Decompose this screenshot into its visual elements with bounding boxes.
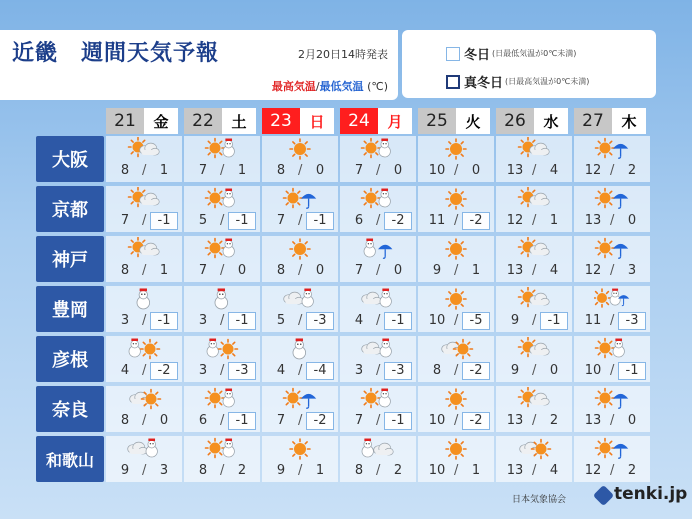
- temp-separator: /: [298, 263, 303, 278]
- credit-tenki: tenki.jp: [614, 484, 688, 504]
- sun-cloud-icon: [516, 187, 552, 212]
- city-label: 和歌山: [36, 436, 104, 482]
- legend-unit: (℃): [367, 80, 388, 93]
- day-of-week: 土: [222, 108, 256, 134]
- sun-cloud-icon: [126, 237, 162, 262]
- forecast-cell: [106, 436, 182, 482]
- forecast-cell: [340, 186, 416, 232]
- forecast-cell: [262, 136, 338, 182]
- sun-snow-icon: [360, 387, 396, 412]
- low-temp: -5: [462, 312, 490, 330]
- day-date: 24: [340, 108, 378, 134]
- temp-separator: /: [220, 313, 225, 328]
- temp-separator: /: [220, 263, 225, 278]
- snow-sun-icon: [204, 337, 240, 362]
- low-temp: -1: [384, 412, 412, 430]
- low-temp: 0: [315, 163, 325, 178]
- cloud-snow-icon: [360, 287, 396, 312]
- low-temp: 0: [237, 263, 247, 278]
- temp-separator: /: [298, 313, 303, 328]
- high-temp: 11: [428, 213, 446, 228]
- high-temp: 10: [428, 413, 446, 428]
- day-header-25: [418, 108, 490, 134]
- low-temp: -3: [618, 312, 646, 330]
- sun-snow-icon: [204, 387, 240, 412]
- sun-umbrella-icon: [594, 137, 630, 162]
- sun-cloud-icon: [126, 187, 162, 212]
- high-temp: 3: [198, 313, 208, 328]
- snow-sun-icon: [126, 337, 162, 362]
- forecast-cell: [106, 186, 182, 232]
- high-temp: 9: [510, 363, 520, 378]
- high-temp: 8: [198, 463, 208, 478]
- high-temp: 12: [584, 263, 602, 278]
- sun-snow-icon: [204, 137, 240, 162]
- snowman-icon: [282, 337, 318, 362]
- temp-separator: /: [298, 463, 303, 478]
- forecast-cell: [496, 136, 572, 182]
- forecast-cell: [574, 236, 650, 282]
- sun-icon: [282, 137, 318, 162]
- sun-cloud-icon: [516, 387, 552, 412]
- temp-separator: /: [376, 413, 381, 428]
- low-temp: 2: [237, 463, 247, 478]
- forecast-cell: [262, 186, 338, 232]
- forecast-cell: [184, 236, 260, 282]
- high-temp: 7: [198, 163, 208, 178]
- temp-separator: /: [142, 463, 147, 478]
- day-of-week: 水: [534, 108, 568, 134]
- issued-time: 2月20日14時発表: [298, 48, 388, 61]
- high-temp: 9: [276, 463, 286, 478]
- sun-icon: [438, 137, 474, 162]
- day-header-27: [574, 108, 646, 134]
- high-temp: 9: [432, 263, 442, 278]
- forecast-cell: [574, 336, 650, 382]
- temp-separator: /: [610, 213, 615, 228]
- low-temp: -2: [462, 362, 490, 380]
- tenki-logo-icon: [593, 485, 614, 506]
- page-title: [12, 36, 219, 67]
- temp-separator: /: [298, 363, 303, 378]
- city-label: 京都: [36, 186, 104, 232]
- day-of-week: 火: [456, 108, 490, 134]
- low-temp: 0: [549, 363, 559, 378]
- low-temp: -1: [540, 312, 568, 330]
- low-temp: 1: [471, 463, 481, 478]
- sun-icon: [438, 287, 474, 312]
- low-temp: 0: [627, 413, 637, 428]
- city-label: 神戸: [36, 236, 104, 282]
- low-temp: 4: [549, 263, 559, 278]
- low-temp: -3: [384, 362, 412, 380]
- sun-icon: [438, 387, 474, 412]
- temp-separator: /: [610, 413, 615, 428]
- high-temp: 4: [120, 363, 130, 378]
- temp-separator: /: [532, 413, 537, 428]
- low-temp: -2: [462, 412, 490, 430]
- low-temp: 1: [471, 263, 481, 278]
- temp-separator: /: [220, 463, 225, 478]
- forecast-cell: [574, 186, 650, 232]
- temp-separator: /: [376, 363, 381, 378]
- temp-separator: /: [454, 363, 459, 378]
- sun-umbrella-icon: [594, 237, 630, 262]
- temp-separator: /: [454, 463, 459, 478]
- cloud-sun-icon: [438, 337, 474, 362]
- city-label: 大阪: [36, 136, 104, 182]
- forecast-cell: [106, 336, 182, 382]
- high-temp: 7: [354, 163, 364, 178]
- low-temp: -1: [384, 312, 412, 330]
- day-date: 25: [418, 108, 456, 134]
- snow-cloud-icon: [360, 437, 396, 462]
- high-temp: 11: [584, 313, 602, 328]
- low-temp: 4: [549, 463, 559, 478]
- temp-separator: /: [376, 163, 381, 178]
- region-name: 近畿: [12, 41, 59, 66]
- sun-snow-icon: [360, 187, 396, 212]
- day-of-week: 日: [300, 108, 334, 134]
- forecast-cell: [340, 436, 416, 482]
- temp-separator: /: [610, 263, 615, 278]
- snowman-icon: [126, 287, 162, 312]
- high-temp: 7: [354, 413, 364, 428]
- temp-separator: /: [220, 213, 225, 228]
- low-temp: -3: [306, 312, 334, 330]
- forecast-cell: [418, 436, 494, 482]
- fuyubi-box-icon: [446, 47, 460, 61]
- temp-separator: /: [376, 463, 381, 478]
- low-temp: 0: [471, 163, 481, 178]
- high-temp: 12: [584, 463, 602, 478]
- cloud-sun-icon: [516, 437, 552, 462]
- low-temp: -1: [618, 362, 646, 380]
- forecast-cell: [262, 436, 338, 482]
- low-temp: 2: [549, 413, 559, 428]
- forecast-cell: [262, 236, 338, 282]
- low-temp: 1: [159, 163, 169, 178]
- low-temp: -1: [228, 212, 256, 230]
- sun-umbrella-icon: [594, 387, 630, 412]
- day-of-week: 月: [378, 108, 412, 134]
- forecast-cell: [418, 386, 494, 432]
- high-temp: 7: [120, 213, 130, 228]
- temp-separator: /: [454, 263, 459, 278]
- mafuyubi-note: (日最高気温が0℃未満): [505, 77, 590, 86]
- temp-separator: /: [610, 313, 615, 328]
- temp-separator: /: [532, 263, 537, 278]
- high-temp: 7: [276, 413, 286, 428]
- sun-icon: [438, 237, 474, 262]
- low-temp: 0: [315, 263, 325, 278]
- high-temp: 8: [432, 363, 442, 378]
- legend-low-label: 最低気温: [319, 80, 364, 93]
- sun-cloud-icon: [126, 137, 162, 162]
- day-date: 27: [574, 108, 612, 134]
- low-temp: 2: [393, 463, 403, 478]
- snow-umbrella-icon: [360, 237, 396, 262]
- sun-cloud-icon: [516, 237, 552, 262]
- sun-umbrella-icon: [282, 387, 318, 412]
- temp-separator: /: [532, 313, 537, 328]
- forecast-cell: [418, 286, 494, 332]
- low-temp: 3: [159, 463, 169, 478]
- forecast-cell: [496, 286, 572, 332]
- forecast-cell: [184, 436, 260, 482]
- day-header-26: [496, 108, 568, 134]
- forecast-cell: [574, 136, 650, 182]
- low-temp: 1: [159, 263, 169, 278]
- high-temp: 9: [120, 463, 130, 478]
- forecast-cell: [106, 286, 182, 332]
- sun-icon: [282, 237, 318, 262]
- high-temp: 12: [506, 213, 524, 228]
- low-temp: 1: [315, 463, 325, 478]
- low-temp: 0: [159, 413, 169, 428]
- high-temp: 8: [120, 413, 130, 428]
- forecast-title: 週間天気予報: [81, 41, 220, 66]
- sun-cloud-icon: [516, 337, 552, 362]
- forecast-cell: [496, 386, 572, 432]
- temperature-legend: [272, 78, 388, 94]
- fuyubi-legend-row: [446, 44, 576, 63]
- forecast-cell: [418, 136, 494, 182]
- high-temp: 13: [506, 463, 524, 478]
- day-of-week: 木: [612, 108, 646, 134]
- sun-snow-umbrella-icon: [594, 287, 630, 312]
- city-label: 奈良: [36, 386, 104, 432]
- high-temp: 10: [428, 313, 446, 328]
- low-temp: -2: [306, 412, 334, 430]
- low-temp: -3: [228, 362, 256, 380]
- forecast-cell: [106, 236, 182, 282]
- temp-separator: /: [454, 163, 459, 178]
- high-temp: 8: [120, 163, 130, 178]
- high-temp: 13: [584, 213, 602, 228]
- temp-separator: /: [220, 413, 225, 428]
- forecast-cell: [262, 336, 338, 382]
- temp-separator: /: [454, 313, 459, 328]
- high-temp: 8: [276, 163, 286, 178]
- low-temp: 1: [549, 213, 559, 228]
- low-temp: 2: [627, 163, 637, 178]
- legend-separator: /: [315, 80, 320, 93]
- temp-separator: /: [532, 463, 537, 478]
- low-temp: -1: [150, 312, 178, 330]
- temp-separator: /: [532, 213, 537, 228]
- sun-icon: [282, 437, 318, 462]
- forecast-cell: [418, 186, 494, 232]
- sun-snow-icon: [204, 187, 240, 212]
- day-date: 22: [184, 108, 222, 134]
- forecast-cell: [340, 136, 416, 182]
- legend-high-label: 最高気温: [271, 80, 316, 93]
- temp-separator: /: [454, 213, 459, 228]
- forecast-cell: [262, 286, 338, 332]
- temp-separator: /: [298, 163, 303, 178]
- sun-snow-icon: [204, 237, 240, 262]
- day-header-23: [262, 108, 334, 134]
- city-label: 豊岡: [36, 286, 104, 332]
- low-temp: -1: [228, 312, 256, 330]
- mafuyubi-name: 真冬日: [464, 76, 504, 91]
- high-temp: 10: [428, 163, 446, 178]
- cloud-snow-icon: [126, 437, 162, 462]
- low-temp: 0: [627, 213, 637, 228]
- sun-snow-icon: [594, 337, 630, 362]
- temp-separator: /: [532, 163, 537, 178]
- forecast-cell: [262, 386, 338, 432]
- low-temp: 0: [393, 163, 403, 178]
- temp-separator: /: [376, 213, 381, 228]
- low-temp: -2: [150, 362, 178, 380]
- low-temp: -2: [384, 212, 412, 230]
- temp-separator: /: [142, 313, 147, 328]
- forecast-cell: [106, 136, 182, 182]
- day-of-week: 金: [144, 108, 178, 134]
- sun-icon: [438, 187, 474, 212]
- high-temp: 10: [584, 363, 602, 378]
- temp-separator: /: [610, 163, 615, 178]
- low-temp: 4: [549, 163, 559, 178]
- forecast-cell: [184, 186, 260, 232]
- mafuyubi-legend-row: [446, 72, 589, 91]
- forecast-cell: [106, 386, 182, 432]
- day-date: 21: [106, 108, 144, 134]
- high-temp: 13: [506, 163, 524, 178]
- high-temp: 12: [584, 163, 602, 178]
- high-temp: 3: [198, 363, 208, 378]
- snowman-icon: [204, 287, 240, 312]
- high-temp: 5: [276, 313, 286, 328]
- low-temp: 0: [393, 263, 403, 278]
- city-label: 彦根: [36, 336, 104, 382]
- temp-separator: /: [610, 463, 615, 478]
- forecast-cell: [184, 136, 260, 182]
- temp-separator: /: [454, 413, 459, 428]
- header-panel: [0, 30, 398, 100]
- forecast-cell: [184, 286, 260, 332]
- low-temp: -1: [228, 412, 256, 430]
- high-temp: 7: [198, 263, 208, 278]
- fuyubi-note: (日最低気温が0℃未満): [492, 49, 577, 58]
- forecast-cell: [184, 336, 260, 382]
- temp-separator: /: [532, 363, 537, 378]
- day-header-24: [340, 108, 412, 134]
- forecast-cell: [574, 436, 650, 482]
- high-temp: 4: [276, 363, 286, 378]
- day-header-22: [184, 108, 256, 134]
- cloud-snow-icon: [282, 287, 318, 312]
- temp-separator: /: [142, 413, 147, 428]
- high-temp: 6: [198, 413, 208, 428]
- forecast-cell: [496, 436, 572, 482]
- high-temp: 13: [584, 413, 602, 428]
- temp-separator: /: [220, 363, 225, 378]
- high-temp: 7: [354, 263, 364, 278]
- forecast-cell: [418, 336, 494, 382]
- temp-separator: /: [142, 363, 147, 378]
- high-temp: 8: [276, 263, 286, 278]
- fuyubi-name: 冬日: [464, 48, 491, 63]
- cold-day-legend: [402, 30, 656, 98]
- temp-separator: /: [376, 313, 381, 328]
- cloud-snow-icon: [360, 337, 396, 362]
- forecast-cell: [184, 386, 260, 432]
- sun-umbrella-icon: [282, 187, 318, 212]
- forecast-cell: [340, 336, 416, 382]
- high-temp: 3: [120, 313, 130, 328]
- day-date: 23: [262, 108, 300, 134]
- forecast-cell: [418, 236, 494, 282]
- temp-separator: /: [142, 163, 147, 178]
- temp-separator: /: [220, 163, 225, 178]
- temp-separator: /: [610, 363, 615, 378]
- low-temp: -1: [150, 212, 178, 230]
- forecast-cell: [340, 286, 416, 332]
- high-temp: 13: [506, 263, 524, 278]
- high-temp: 6: [354, 213, 364, 228]
- day-date: 26: [496, 108, 534, 134]
- high-temp: 10: [428, 463, 446, 478]
- credit-jwa: 日本気象協会: [512, 495, 567, 505]
- forecast-cell: [496, 336, 572, 382]
- high-temp: 7: [276, 213, 286, 228]
- high-temp: 8: [120, 263, 130, 278]
- low-temp: 2: [627, 463, 637, 478]
- forecast-cell: [340, 236, 416, 282]
- temp-separator: /: [376, 263, 381, 278]
- day-header-21: [106, 108, 178, 134]
- high-temp: 13: [506, 413, 524, 428]
- temp-separator: /: [298, 413, 303, 428]
- forecast-cell: [574, 386, 650, 432]
- low-temp: -2: [462, 212, 490, 230]
- forecast-cell: [496, 186, 572, 232]
- sun-umbrella-icon: [594, 187, 630, 212]
- temp-separator: /: [142, 213, 147, 228]
- high-temp: 4: [354, 313, 364, 328]
- high-temp: 3: [354, 363, 364, 378]
- low-temp: -4: [306, 362, 334, 380]
- cloud-sun-icon: [126, 387, 162, 412]
- forecast-cell: [496, 236, 572, 282]
- temp-separator: /: [298, 213, 303, 228]
- high-temp: 8: [354, 463, 364, 478]
- low-temp: 3: [627, 263, 637, 278]
- sun-icon: [438, 437, 474, 462]
- forecast-cell: [574, 286, 650, 332]
- sun-snow-icon: [204, 437, 240, 462]
- low-temp: 1: [237, 163, 247, 178]
- forecast-cell: [340, 386, 416, 432]
- high-temp: 9: [510, 313, 520, 328]
- sun-cloud-icon: [516, 137, 552, 162]
- high-temp: 5: [198, 213, 208, 228]
- sun-cloud-icon: [516, 287, 552, 312]
- mafuyubi-box-icon: [446, 75, 460, 89]
- low-temp: -1: [306, 212, 334, 230]
- sun-umbrella-icon: [594, 437, 630, 462]
- sun-snow-icon: [360, 137, 396, 162]
- temp-separator: /: [142, 263, 147, 278]
